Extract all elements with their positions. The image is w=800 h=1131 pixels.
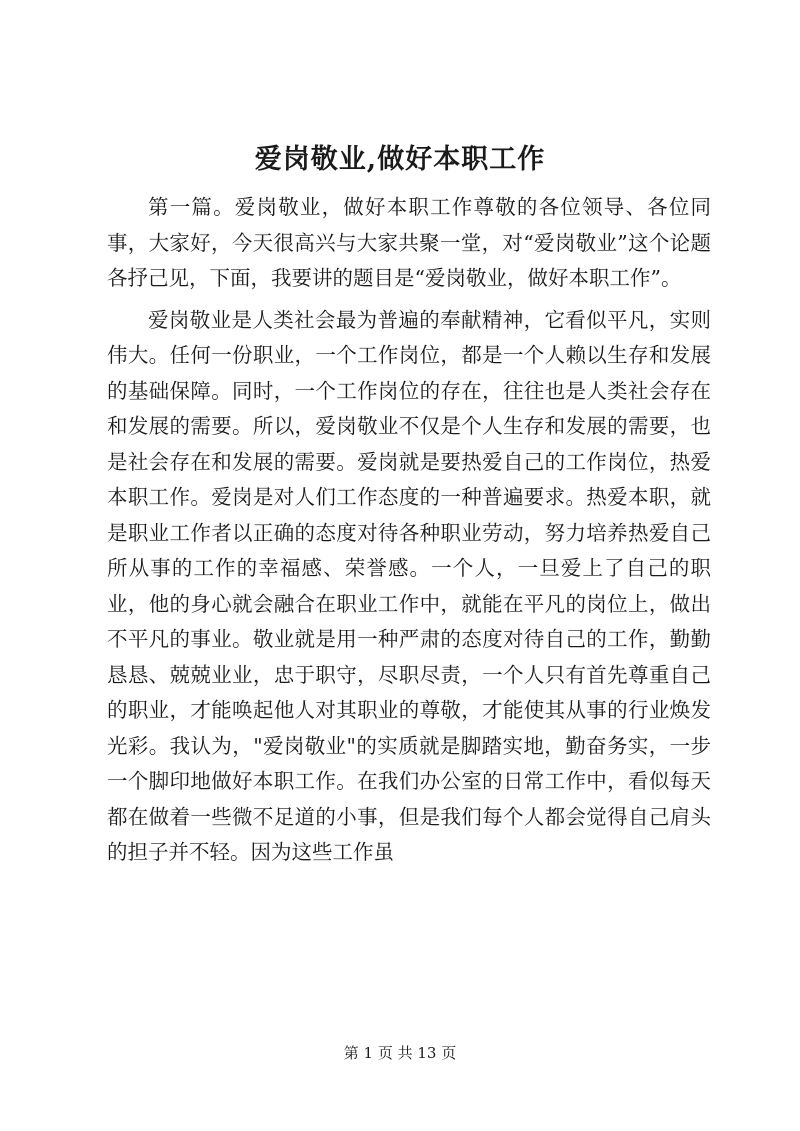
document-body [107, 190, 711, 871]
paragraph-main: 爱岗敬业是人类社会最为普遍的奉献精神，它看似平凡，实则伟大。任何一份职业，一个工作岗位，都是一个人赖以生存和发展的基础保障。同时，一个工作岗位的存在，往往也是人类社会存在和发展的需要。所以，爱岗敬业不仅是个人生存和发展的需要，也是社会存在和发展的需要。爱岗就是要热爱自己的工作岗位，热爱本职工作。爱岗是对人们工作态度的一种普遍要求。热爱本职，就是职业工作者以正确的态度对待各种职业劳动，努力培养热爱自己所从事的工作的幸福感、荣誉感。一个人，一旦爱上了自己的职业，他的身心就会融合在职业工作中，就能在平凡的岗位上，做出不平凡的事业。敬业就是用一种严肃的态度对待自己的工作，勤勤恳恳、兢兢业业，忠于职守，尽职尽责，一个人只有首先尊重自己的职业，才能唤起他人对其职业的尊敬，才能使其从事的行业焕发光彩。我认为，"爱岗敬业"的实质就是脚踏实地，勤奋务实，一步一个脚印地做好本职工作。在我们办公室的日常工作中，看似每天都在做着一些微不足道的小事，但是我们每个人都会觉得自己肩头的担子并不轻。因为这些工作虽 [107, 307, 711, 864]
document-title: 爱岗敬业,做好本职工作 [254, 144, 546, 175]
page-number-footer: 第 1 页 共 13 页 [343, 1044, 457, 1062]
paragraph-intro: 第一篇。爱岗敬业，做好本职工作尊敬的各位领导、各位同事，大家好，今天很高兴与大家共聚一堂，对“爱岗敬业”这个论题各抒己见，下面，我要讲的题目是“爱岗敬业，做好本职工作”。 [107, 195, 711, 290]
